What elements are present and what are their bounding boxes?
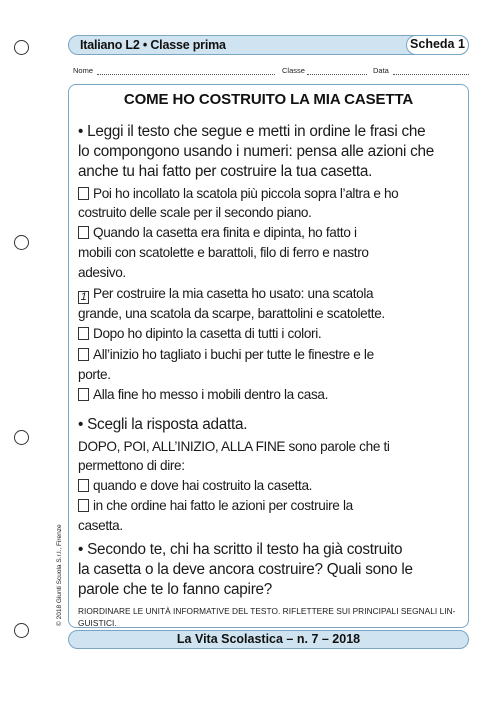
choice-checkbox[interactable]: [78, 479, 89, 492]
list-item: Dopo ho dipinto la casetta di tutti i colori.: [78, 326, 321, 341]
intro-2-line: DOPO, POI, ALL’INIZIO, ALLA FINE sono parole che ti: [78, 439, 390, 454]
choice-checkbox[interactable]: [78, 499, 89, 512]
copyright-text: © 2018 Giunti Scuola S.r.l., Firenze: [56, 524, 63, 626]
course-title: Italiano L2 • Classe prima: [80, 38, 226, 52]
list-item-continuation: costruito delle scale per il secondo piano.: [78, 205, 312, 220]
choice-item-continuation: casetta.: [78, 518, 123, 533]
list-item: Quando la casetta era finita e dipinta, ho fatto i: [78, 225, 357, 240]
list-item: 1 Per costruire la mia casetta ho usato: una scatola: [78, 286, 373, 304]
instruction-3-line: parole che te lo fanno capire?: [78, 581, 273, 598]
nome-field[interactable]: [97, 74, 275, 75]
order-box[interactable]: [78, 226, 89, 239]
data-field[interactable]: [393, 74, 469, 75]
data-label: Data: [373, 66, 389, 75]
binder-hole-1: [14, 40, 29, 55]
order-box-filled[interactable]: 1: [78, 291, 89, 304]
teacher-note-line: RIORDINARE LE UNITÀ INFORMATIVE DEL TESTO. RIFLETTERE SUI PRINCIPALI SEGNALI LIN-: [78, 606, 456, 616]
list-item-continuation: adesivo.: [78, 265, 126, 280]
choice-item: in che ordine hai fatto le azioni per costruire la: [78, 498, 353, 513]
list-item: Alla fine ho messo i mobili dentro la casa.: [78, 387, 328, 402]
instruction-3-line: • Secondo te, chi ha scritto il testo ha già costruito: [78, 541, 403, 558]
worksheet-box: [68, 84, 469, 628]
instruction-1-line: anche tu hai fatto per costruire la tua casetta.: [78, 163, 373, 180]
intro-2-line: permettono di dire:: [78, 458, 185, 473]
nome-label: Nome: [73, 66, 94, 75]
binder-hole-4: [14, 623, 29, 638]
classe-label: Classe: [282, 66, 305, 75]
instruction-1-line: • Leggi il testo che segue e metti in ordine le frasi che: [78, 123, 426, 140]
list-item-continuation: grande, una scatola da scarpe, barattolini e scatolette.: [78, 306, 385, 321]
instruction-2: • Scegli la risposta adatta.: [78, 416, 248, 433]
list-item: All’inizio ho tagliato i buchi per tutte le finestre e le: [78, 347, 374, 362]
student-info-row: [73, 66, 469, 78]
scheda-label: Scheda 1: [406, 35, 469, 55]
binder-hole-2: [14, 235, 29, 250]
order-box[interactable]: [78, 348, 89, 361]
classe-field[interactable]: [307, 74, 367, 75]
footer-bar: La Vita Scolastica – n. 7 – 2018: [68, 630, 469, 649]
order-box[interactable]: [78, 187, 89, 200]
worksheet-title: COME HO COSTRUITO LA MIA CASETTA: [123, 91, 414, 108]
list-item-continuation: mobili con scatolette e barattoli, filo di ferro e nastro: [78, 245, 369, 260]
binder-hole-3: [14, 430, 29, 445]
choice-item: quando e dove hai costruito la casetta.: [78, 478, 312, 493]
list-item: Poi ho incollato la scatola più piccola sopra l’altra e ho: [78, 186, 398, 201]
order-box[interactable]: [78, 327, 89, 340]
list-item-continuation: porte.: [78, 367, 111, 382]
instruction-1-line: lo compongono usando i numeri: pensa alle azioni che: [78, 143, 435, 160]
header-bar: [68, 35, 469, 55]
teacher-note-line: GUISTICI.: [78, 618, 117, 628]
instruction-3-line: la casetta o la deve ancora costruire? Quali sono le: [78, 561, 413, 578]
order-box[interactable]: [78, 388, 89, 401]
